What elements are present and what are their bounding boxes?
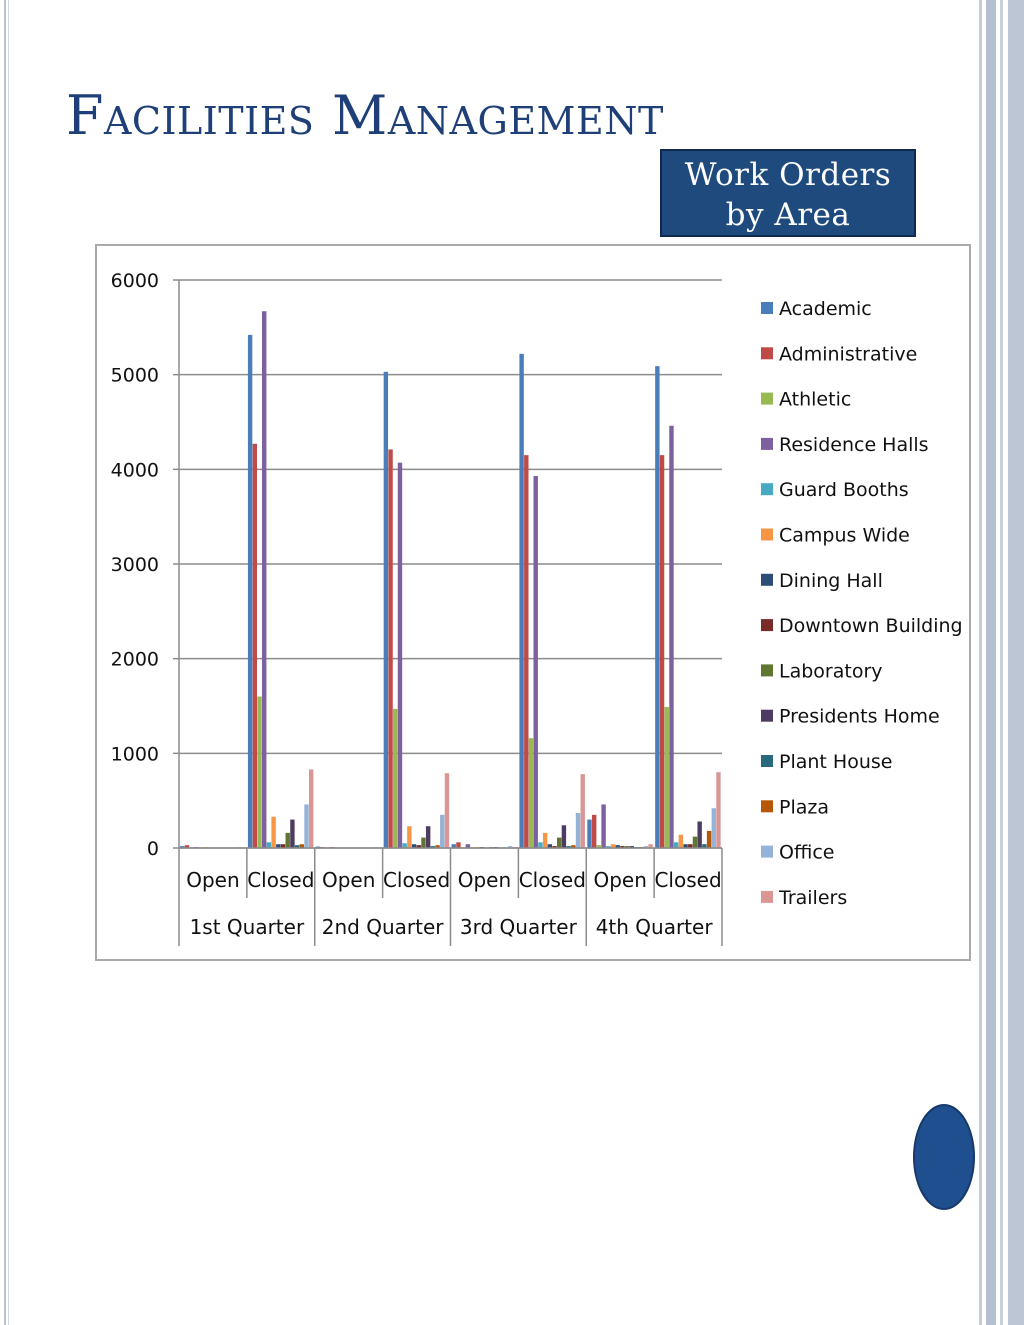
bar — [407, 826, 411, 848]
right-border-band-outer — [1008, 0, 1024, 1325]
y-tick-label: 1000 — [110, 743, 159, 766]
x-category-label: Closed — [654, 868, 722, 892]
legend-swatch — [761, 710, 773, 722]
legend-swatch — [761, 755, 773, 767]
bar — [697, 821, 701, 848]
right-border-band — [979, 0, 982, 1325]
bar — [716, 772, 720, 848]
legend-label: Athletic — [779, 388, 852, 411]
bar — [592, 815, 596, 848]
bar — [707, 831, 711, 848]
y-tick-label: 5000 — [110, 364, 159, 387]
bar — [712, 808, 716, 848]
legend-swatch — [761, 664, 773, 676]
work-orders-callout — [660, 149, 916, 237]
bar — [538, 842, 542, 848]
bar — [601, 804, 605, 848]
right-border-band-wide — [986, 0, 996, 1325]
x-category-label: Open — [321, 868, 376, 892]
bar — [271, 817, 275, 848]
bar — [669, 426, 673, 848]
bar — [557, 838, 561, 848]
bar — [393, 709, 397, 848]
x-category-label: Open — [593, 868, 647, 892]
bar — [581, 774, 585, 848]
bar — [384, 372, 388, 848]
bar — [543, 833, 547, 848]
slide-title: Facilities Management — [66, 84, 664, 147]
bar — [534, 476, 538, 848]
y-tick-label: 3000 — [110, 554, 159, 576]
legend-swatch — [761, 800, 773, 812]
bar — [304, 804, 308, 848]
bar — [519, 354, 523, 848]
bar — [426, 826, 430, 848]
legend-swatch — [761, 302, 773, 314]
decorative-oval — [913, 1104, 975, 1210]
legend-label: Downtown Building — [779, 615, 963, 638]
bar — [290, 820, 294, 848]
bar — [257, 697, 261, 848]
bar — [388, 449, 392, 848]
x-group-label: 4th Quarter — [595, 915, 713, 939]
legend-swatch — [761, 347, 773, 359]
legend-label: Plant House — [779, 751, 893, 773]
bar — [529, 738, 533, 848]
callout-line-2: by Area — [725, 197, 851, 233]
bar — [456, 842, 460, 848]
legend-label: Residence Halls — [779, 433, 929, 456]
bar — [398, 463, 402, 848]
x-group-label: 2nd Quarter — [321, 915, 444, 939]
legend-label: Office — [779, 841, 835, 864]
legend-swatch — [761, 483, 773, 495]
bar — [576, 813, 580, 848]
x-category-label: Open — [457, 868, 512, 892]
legend-swatch — [761, 529, 773, 541]
legend-swatch — [761, 891, 773, 903]
x-category-label: Open — [186, 868, 240, 892]
bar — [253, 444, 257, 848]
legend-swatch — [761, 619, 773, 631]
legend-label: Plaza — [779, 796, 829, 819]
bar — [693, 837, 697, 848]
bar — [248, 335, 252, 848]
x-group-label: 3rd Quarter — [459, 915, 577, 939]
left-border-line — [4, 0, 6, 1325]
y-tick-label: 2000 — [110, 648, 159, 671]
bar — [286, 833, 290, 848]
legend-label: Campus Wide — [779, 524, 910, 547]
legend-label: Academic — [779, 298, 872, 320]
bar — [674, 842, 678, 848]
bar — [665, 707, 669, 848]
y-tick-label: 0 — [146, 838, 159, 860]
x-category-label: Closed — [382, 868, 451, 892]
legend-label: Administrative — [779, 343, 918, 366]
legend-label: Dining Hall — [779, 569, 883, 592]
bar — [262, 311, 266, 848]
legend-label: Guard Booths — [779, 479, 909, 502]
x-group-label: 1st Quarter — [189, 915, 305, 939]
bar — [655, 366, 659, 848]
bar — [267, 842, 271, 848]
legend-label: Laboratory — [779, 660, 883, 683]
legend-label: Trailers — [779, 886, 848, 909]
legend-swatch — [761, 438, 773, 450]
x-category-label: Closed — [247, 868, 315, 892]
y-tick-label: 4000 — [110, 459, 159, 482]
y-tick-label: 6000 — [110, 270, 159, 292]
legend-swatch — [761, 393, 773, 405]
bar — [445, 773, 449, 848]
x-category-label: Closed — [518, 868, 586, 892]
bar — [421, 838, 425, 848]
bar — [440, 815, 444, 848]
callout-line-1: Work Orders — [684, 157, 892, 193]
chart-frame — [95, 244, 971, 961]
legend-swatch — [761, 574, 773, 586]
work-orders-chart — [97, 246, 969, 959]
bar — [309, 769, 313, 848]
legend-label: Presidents Home — [779, 705, 940, 728]
bar — [562, 825, 566, 848]
left-border-line-inner — [8, 0, 9, 1325]
right-border-band-thin — [1000, 0, 1003, 1325]
bar — [587, 820, 591, 848]
bar — [524, 455, 528, 848]
bar — [679, 835, 683, 848]
bar — [660, 455, 664, 848]
legend-swatch — [761, 846, 773, 858]
